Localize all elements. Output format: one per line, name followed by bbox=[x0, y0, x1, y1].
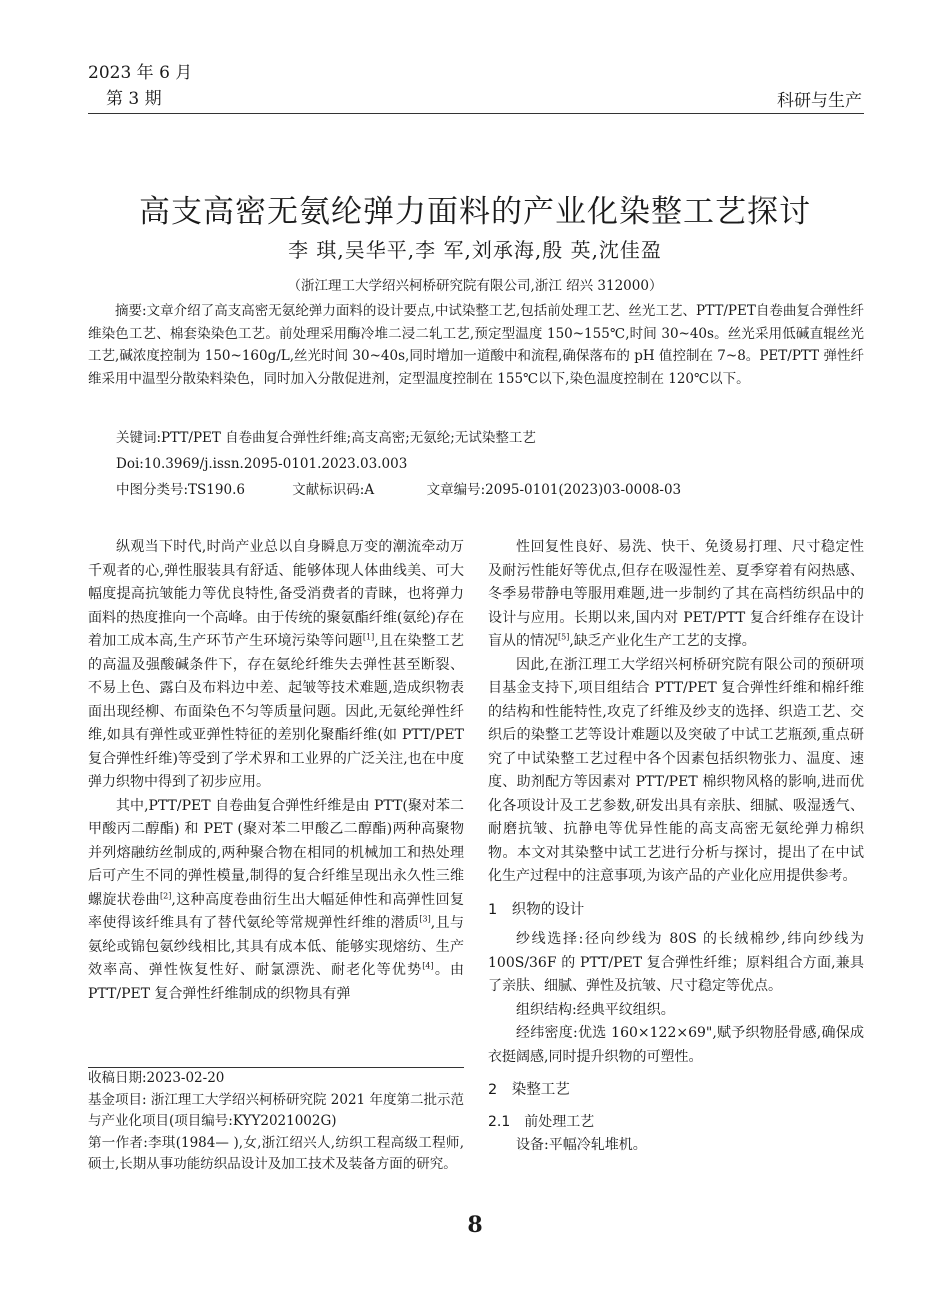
fund-info: 基金项目: 浙江理工大学绍兴柯桥研究院 2021 年度第二批示范与产业化项目(项目编号:KYY2021002G) bbox=[88, 1091, 464, 1129]
page-number: 8 bbox=[467, 1212, 483, 1238]
equipment-line: 设备:平幅冷轧堆机。 bbox=[516, 1137, 647, 1153]
intro-paragraph-1: 纵观当下时代,时尚产业总以自身瞬息万变的潮流牵动万千观者的心,弹性服装具有舒适、能够体现人体曲线美、可大幅度提高抗皱能力等优良特性,备受消费者的青睐，也将弹力面料的热度推向一个高峰。由于传统的聚氨酯纤维(氨纶)存在着加工成本高,生产环节产生环境污染等问题[1],且在染整工艺的高温及强酸碱条件下，存在氨纶纤维失去弹性甚至断裂、不易上色、露白及布料边中差、起皱等技术难题,造成织物表面出现经柳、布面染色不匀等质量问题。因此,无氨纶弹性纤维,如具有弹性或亚弹性特征的差别化聚酯纤维(如 PTT/PET 复合弹性纤维)等受到了学术界和工业界的广泛关注,也在中度弹力织物中得到了初步应用。 bbox=[88, 539, 464, 790]
keywords: 关键词:PTT/PET 自卷曲复合弹性纤维;高支高密;无氨纶;无试染整工艺 bbox=[116, 430, 536, 446]
footnote bbox=[88, 1068, 464, 1176]
received-date: 收稿日期:2023-02-20 bbox=[88, 1070, 225, 1086]
header-left bbox=[88, 60, 192, 112]
left-column bbox=[88, 536, 464, 1006]
weave-structure: 组织结构:经典平纹组织。 bbox=[516, 1001, 675, 1018]
citation: [5] bbox=[558, 632, 570, 642]
affiliation: （浙江理工大学绍兴柯桥研究院有限公司,浙江 绍兴 312000） bbox=[287, 278, 663, 294]
warp-weft-density: 经纬密度:优选 160×122×69",赋予织物胫骨感,确保成衣挺阔感,同时提升织物的可塑性。 bbox=[488, 1025, 864, 1065]
intro-paragraph-2: 其中,PTT/PET 自卷曲复合弹性纤维是由 PTT(聚对苯二甲酸丙二醇酯) 和 PET (聚对苯二甲酸乙二醇酯)两种高聚物并列熔融纺丝制成的,两种聚合物在相同的机械加工和热处理后可产生不同的弹性模量,制得的复合纤维呈现出永久性三维螺旋状卷曲[2],这种高度卷曲衍生出大幅延伸性和高弹性回复率使得该纤维具有了替代氨纶等常规弹性纤维的潜质[3],且与氨纶或锦包氨纱线相比,其具有成本低、能够实现熔纺、生产效率高、弹性恢复性好、耐氯漂洗、耐老化等优势[4]。由 PTT/PET 复合弹性纤维制成的织物具有弹 bbox=[88, 797, 465, 1002]
first-author-info: 第一作者:李琪(1984— ),女,浙江绍兴人,纺织工程高级工程师,硕士,长期从事功能纺织品设计及加工技术及装备方面的研究。 bbox=[88, 1134, 464, 1172]
document-code: 文献标识码:A bbox=[292, 482, 375, 498]
paper-title: 高支高密无氨纶弹力面料的产业化染整工艺探讨 bbox=[139, 194, 811, 230]
citation: [3] bbox=[419, 914, 431, 924]
section-heading-1: 1 织物的设计 bbox=[488, 901, 585, 918]
journal-section: 科研与生产 bbox=[777, 91, 862, 111]
abstract-text: 摘要:文章介绍了高支高密无氨纶弹力面料的设计要点,中试染整工艺,包括前处理工艺、丝光工艺、PTT/PET自卷曲复合弹性纤维染色工艺、棉套染染色工艺。前处理采用酶冷堆二浸二轧工艺,预定型温度 150~155℃,时间 30~40s。丝光采用低碱直辊丝光工艺,碱浓度控制为 150~160g/L,丝光时间 30~40s,同时增加一道酸中和流程,确保落布的 pH 值控制在 7~8。PET/PTT 弹性纤维采用中温型分散染料染色，同时加入分散促进剂，定型温度控制在 155℃以下,染色温度控制在 120℃以下。 bbox=[88, 303, 864, 387]
issue-date: 2023 年 6 月 bbox=[88, 63, 193, 83]
citation: [2] bbox=[160, 890, 172, 900]
right-column bbox=[488, 536, 864, 1158]
article-number: 文章编号:2095-0101(2023)03-0008-03 bbox=[426, 482, 682, 498]
issue-number: 第 3 期 bbox=[106, 89, 162, 109]
header-rule bbox=[88, 113, 864, 114]
intro-paragraph-4: 因此,在浙江理工大学绍兴柯桥研究院有限公司的预研项目基金支持下,项目组结合 PTT/PET 复合弹性纤维和棉纤维的结构和性能特性,攻克了纤维及纱支的选择、织造工艺、交织后的染整工艺等设计难题以及突破了中试工艺瓶颈,重点研究了中试染整工艺过程中各个因素包括织物张力、温度、速度、助剂配方等因素对 PTT/PET 棉织物风格的影响,进而优化各项设计及工艺参数,研发出具有亲肤、细腻、吸湿透气、耐磨抗皱、抗静电等优异性能的高支高密无氨纶弹力棉织物。本文对其染整中试工艺进行分析与探讨，提出了在中试化生产过程中的注意事项,为该产品的产业化应用提供参考。 bbox=[488, 656, 864, 884]
clc-number: 中图分类号:TS190.6 bbox=[116, 482, 245, 498]
citation: [1] bbox=[362, 632, 375, 642]
subsection-heading-2-1: 2.1 前处理工艺 bbox=[488, 1113, 595, 1130]
doi: Doi:10.3969/j.issn.2095-0101.2023.03.003 bbox=[116, 456, 408, 472]
intro-paragraph-3: 性回复性良好、易洗、快干、免烫易打理、尺寸稳定性及耐污性能好等优点,但存在吸湿性差、夏季穿着有闷热感、冬季易带静电等服用难题,进一步制约了其在高档纺织品中的设计与应用。长期以来,国内对 PET/PTT 复合纤维存在设计盲从的情况[5],缺乏产业化生产工艺的支撑。 bbox=[488, 539, 864, 649]
section-heading-2: 2 染整工艺 bbox=[488, 1082, 570, 1098]
authors: 李 琪,吴华平,李 军,刘承海,殷 英,沈佳盈 bbox=[288, 238, 662, 262]
yarn-selection: 纱线选择:径向纱线为 80S 的长绒棉纱,纬向纱线为 100S/36F 的 PTT/PET 复合弹性纤维；原料组合方面,兼具了亲肤、细腻、弹性及抗皱、尺寸稳定等优点。 bbox=[488, 931, 864, 994]
classification-row bbox=[88, 479, 864, 502]
abstract bbox=[88, 300, 864, 390]
citation: [4] bbox=[422, 961, 434, 971]
